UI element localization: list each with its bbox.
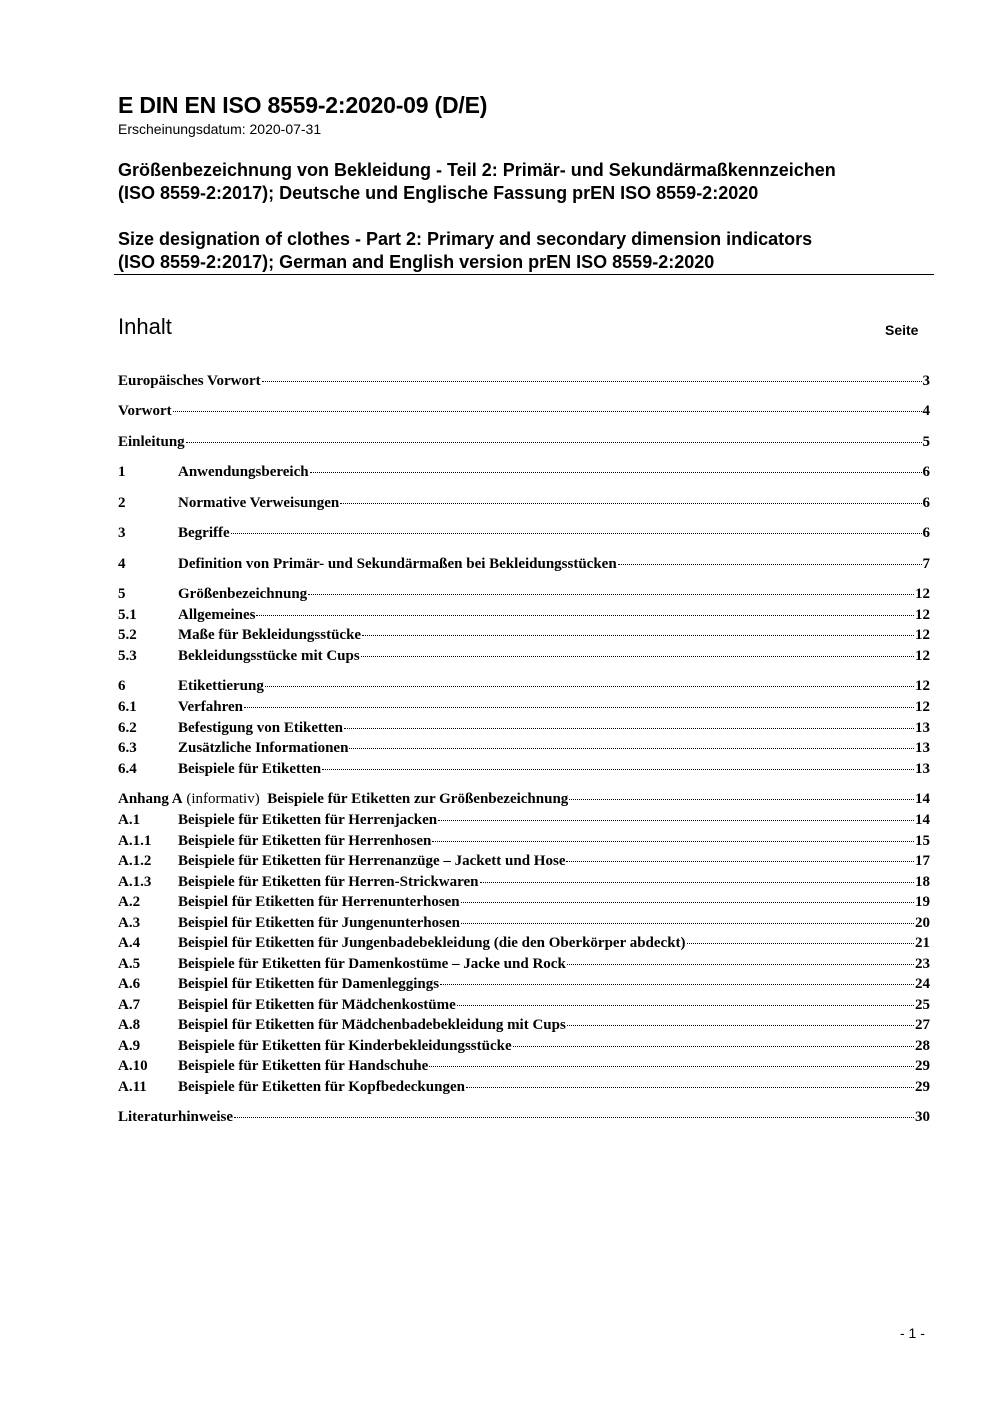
toc-entry-title: Beispiel für Etiketten für Jungenbadebekleidung (die den Oberkörper abdeckt) [178, 935, 686, 951]
toc-entry-title: Beispiele für Etiketten für Kopfbedeckungen [178, 1079, 465, 1095]
toc-entry-number: A.8 [118, 1017, 141, 1033]
toc-dot-leader [256, 615, 914, 616]
toc-entry-number: A.2 [118, 894, 141, 910]
toc-entry-title: Verfahren [178, 699, 243, 715]
toc-entry-number: A.7 [118, 997, 141, 1013]
toc-entry-number: A.9 [118, 1038, 141, 1054]
toc-entry-title: Befestigung von Etiketten [178, 720, 343, 736]
toc-entry-title: Definition von Primär- und Sekundärmaßen bei Bekleidungsstücken [178, 556, 617, 572]
toc-entry[interactable] [118, 935, 930, 955]
toc-entry-title: Europäisches Vorwort [118, 373, 261, 389]
toc-dot-leader [432, 841, 914, 842]
toc-entry-title-part: Beispiele für Etiketten zur Größenbezeichnung [259, 791, 569, 807]
toc-entry-number: 6.3 [118, 740, 137, 756]
toc-entry-title: Etikettierung [178, 678, 264, 694]
toc-entry-title: Beispiele für Etiketten für Handschuhe [178, 1058, 429, 1074]
toc-entry-number: A.6 [118, 976, 141, 992]
toc-entry-page: 13 [915, 740, 930, 756]
toc-entry-number: 1 [118, 464, 126, 480]
toc-entry-title: Beispiel für Etiketten für Mädchenbadebekleidung mit Cups [178, 1017, 566, 1033]
toc-entry-number: 6.1 [118, 699, 137, 715]
title-german-line: (ISO 8559-2:2017); Deutsche und Englische Fassung prEN ISO 8559-2:2020 [118, 183, 759, 203]
toc-entry[interactable] [118, 464, 930, 484]
toc-entry-page: 29 [915, 1058, 930, 1074]
toc-entry-number: A.3 [118, 915, 141, 931]
toc-dot-leader [566, 861, 914, 862]
toc-dot-leader [344, 728, 914, 729]
toc-dot-leader [567, 964, 914, 965]
toc-entry-number: 6.2 [118, 720, 137, 736]
toc-dot-leader [480, 882, 914, 883]
toc-entry[interactable] [118, 997, 930, 1017]
document-identifier: E DIN EN ISO 8559-2:2020-09 (D/E) [118, 92, 488, 118]
toc-dot-leader [429, 1066, 914, 1067]
toc-entry-page: 12 [915, 586, 930, 602]
toc-entry-number: A.1 [118, 812, 141, 828]
toc-entry-page: 12 [915, 607, 930, 623]
toc-entry-title-part: Anhang A [118, 791, 183, 807]
toc-entry[interactable] [118, 525, 930, 545]
toc-dot-leader [231, 533, 922, 534]
toc-entry-title: Beispiel für Etiketten für Mädchenkostüme [178, 997, 456, 1013]
toc-entry-page: 27 [915, 1017, 930, 1033]
toc-entry[interactable] [118, 833, 930, 853]
toc-entry-page: 30 [915, 1109, 930, 1125]
toc-entry[interactable] [118, 1017, 930, 1037]
toc-dot-leader [349, 748, 914, 749]
toc-entry-title: Beispiele für Etiketten für Herren-Strickwaren [178, 874, 479, 890]
toc-entry-number: A.1.1 [118, 833, 152, 849]
toc-entry-title: Beispiele für Etiketten für Herrenanzüge – Jackett und Hose [178, 853, 566, 869]
toc-entry-title: Bekleidungsstücke mit Cups [178, 648, 360, 664]
toc-entry-number: A.1.3 [118, 874, 152, 890]
toc-entry-title: Begriffe [178, 525, 230, 541]
toc-dot-leader [186, 442, 922, 443]
toc-entry-title: Beispiel für Etiketten für Jungenunterhosen [178, 915, 460, 931]
toc-entry-title: Allgemeines [178, 607, 256, 623]
toc-entry-page: 5 [922, 434, 930, 450]
toc-entry-page: 21 [915, 935, 930, 951]
toc-entry-number: 4 [118, 556, 126, 572]
toc-entry-page: 25 [915, 997, 930, 1013]
toc-entry-title: Beispiele für Etiketten [178, 761, 322, 777]
toc-dot-leader [569, 799, 914, 800]
toc-entry-page: 7 [922, 556, 930, 572]
toc-entry-number: A.4 [118, 935, 141, 951]
toc-entry-title [118, 791, 568, 808]
toc-entry-number: A.11 [118, 1079, 147, 1095]
toc-heading: Inhalt [118, 314, 172, 339]
toc-entry[interactable] [118, 874, 930, 894]
toc-dot-leader [466, 1087, 914, 1088]
toc-entry-page: 23 [915, 956, 930, 972]
toc-entry-number: 3 [118, 525, 126, 541]
toc-entry-number: 6 [118, 678, 126, 694]
toc-entry-title: Einleitung [118, 434, 185, 450]
toc-entry-number: A.5 [118, 956, 141, 972]
toc-dot-leader [262, 381, 922, 382]
page-number: - 1 - [900, 1325, 925, 1341]
toc-entry[interactable] [118, 1079, 930, 1099]
toc-dot-leader [513, 1046, 914, 1047]
toc-dot-leader [265, 686, 914, 687]
toc-entry-title: Beispiele für Etiketten für Kinderbekleidungsstücke [178, 1038, 512, 1054]
toc-entry-title: Größenbezeichnung [178, 586, 308, 602]
toc-entry-title: Maße für Bekleidungsstücke [178, 627, 362, 643]
toc-entry[interactable] [118, 1058, 930, 1078]
toc-entry-page: 17 [915, 853, 930, 869]
toc-entry-page: 13 [915, 720, 930, 736]
toc-dot-leader [362, 635, 914, 636]
toc-entry[interactable] [118, 1109, 930, 1129]
toc-entry-page: 12 [915, 627, 930, 643]
toc-entry[interactable] [118, 1038, 930, 1058]
toc-dot-leader [438, 820, 914, 821]
toc-entry-title: Normative Verweisungen [178, 495, 340, 511]
toc-entry-page: 12 [915, 648, 930, 664]
toc-entry[interactable] [118, 976, 930, 996]
toc-dot-leader [173, 411, 922, 412]
toc-entry[interactable] [118, 761, 930, 781]
toc-entry[interactable] [118, 607, 930, 627]
toc-entry-page: 12 [915, 699, 930, 715]
toc-entry-page: 12 [915, 678, 930, 694]
toc-dot-leader [322, 769, 914, 770]
toc-entry-page: 6 [922, 495, 930, 511]
toc-page-column-label: Seite [885, 322, 919, 338]
toc-entry-title: Beispiel für Etiketten für Herrenunterhosen [178, 894, 460, 910]
toc-entry[interactable] [118, 495, 930, 515]
toc-entry-title: Beispiel für Etiketten für Damenleggings [178, 976, 440, 992]
toc-entry-page: 29 [915, 1079, 930, 1095]
toc-dot-leader [234, 1117, 914, 1118]
toc-entry-page: 4 [922, 403, 930, 419]
title-english-line: Size designation of clothes - Part 2: Primary and secondary dimension indicators [118, 229, 813, 249]
toc-entry-number: 5 [118, 586, 126, 602]
toc-entry[interactable] [118, 627, 930, 647]
toc-entry-title: Anwendungsbereich [178, 464, 309, 480]
toc-entry[interactable] [118, 956, 930, 976]
toc-entry[interactable] [118, 678, 930, 698]
toc-dot-leader [567, 1025, 914, 1026]
toc-dot-leader [308, 594, 914, 595]
toc-entry[interactable] [118, 791, 930, 811]
table-of-contents [118, 0, 930, 1403]
toc-entry[interactable] [118, 812, 930, 832]
toc-entry-page: 14 [915, 791, 930, 807]
publication-date: Erscheinungsdatum: 2020-07-31 [118, 121, 322, 137]
toc-entry-number: 5.2 [118, 627, 137, 643]
toc-dot-leader [310, 472, 922, 473]
toc-entry-title: Beispiele für Etiketten für Damenkostüme – Jacke und Rock [178, 956, 566, 972]
toc-entry-page: 13 [915, 761, 930, 777]
toc-entry-number: 5.3 [118, 648, 137, 664]
toc-entry[interactable] [118, 434, 930, 454]
toc-dot-leader [244, 707, 914, 708]
toc-entry-page: 15 [915, 833, 930, 849]
toc-entry[interactable] [118, 586, 930, 606]
toc-entry-page: 14 [915, 812, 930, 828]
toc-entry-number: 2 [118, 495, 126, 511]
toc-entry[interactable] [118, 373, 930, 393]
toc-dot-leader [361, 656, 914, 657]
toc-entry[interactable] [118, 556, 930, 576]
toc-entry-page: 19 [915, 894, 930, 910]
toc-entry[interactable] [118, 853, 930, 873]
toc-entry-title: Zusätzliche Informationen [178, 740, 349, 756]
toc-dot-leader [457, 1005, 914, 1006]
toc-entry-title: Literaturhinweise [118, 1109, 233, 1125]
toc-entry-number: 6.4 [118, 761, 137, 777]
toc-entry[interactable] [118, 699, 930, 719]
toc-entry-title: Beispiele für Etiketten für Herrenjacken [178, 812, 438, 828]
toc-dot-leader [618, 564, 922, 565]
toc-entry[interactable] [118, 720, 930, 740]
toc-dot-leader [461, 902, 914, 903]
toc-dot-leader [687, 943, 914, 944]
toc-entry-page: 6 [922, 464, 930, 480]
toc-entry-page: 28 [915, 1038, 930, 1054]
toc-dot-leader [340, 503, 921, 504]
toc-dot-leader [461, 923, 914, 924]
toc-entry[interactable] [118, 740, 930, 760]
toc-entry-number: A.10 [118, 1058, 148, 1074]
title-german-line: Größenbezeichnung von Bekleidung - Teil 2: Primär- und Sekundärmaßkennzeichen [118, 160, 836, 180]
toc-entry[interactable] [118, 648, 930, 668]
title-english-line: (ISO 8559-2:2017); German and English version prEN ISO 8559-2:2020 [118, 252, 715, 272]
toc-entry-page: 18 [915, 874, 930, 890]
toc-entry-title: Vorwort [118, 403, 172, 419]
toc-entry[interactable] [118, 403, 930, 423]
toc-entry-title-annotation: (informativ) [182, 791, 260, 807]
toc-entry-page: 24 [915, 976, 930, 992]
toc-dot-leader [440, 984, 914, 985]
toc-entry-number: 5.1 [118, 607, 137, 623]
toc-entry[interactable] [118, 894, 930, 914]
toc-entry[interactable] [118, 915, 930, 935]
toc-entry-page: 6 [922, 525, 930, 541]
toc-entry-page: 3 [922, 373, 930, 389]
toc-entry-number: A.1.2 [118, 853, 152, 869]
toc-entry-title: Beispiele für Etiketten für Herrenhosen [178, 833, 432, 849]
toc-entry-page: 20 [915, 915, 930, 931]
